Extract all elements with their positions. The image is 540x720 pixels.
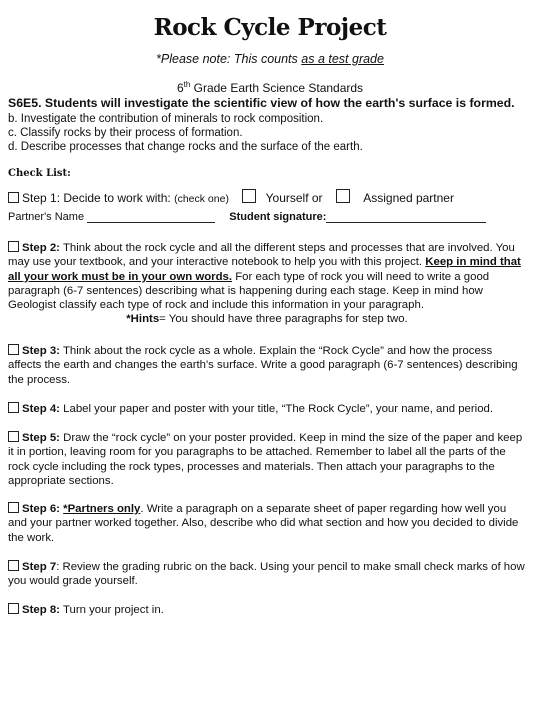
- step-4-text: Label your paper and poster with your title, “The Rock Cycle”, your name, and period.: [59, 403, 494, 415]
- step-3-paragraph: [8, 344, 526, 387]
- step-5-label: Step 5:: [22, 432, 60, 444]
- step-6-label: Step 6:: [22, 503, 64, 515]
- step-5-paragraph: [8, 431, 526, 488]
- page-title: Rock Cycle Project: [153, 14, 387, 41]
- step-1-note: (check one): [174, 193, 229, 205]
- step-8-text: Turn your project in.: [59, 604, 164, 616]
- step-1-text: Decide to work with:: [60, 191, 175, 205]
- hints-label: *Hints: [126, 313, 160, 326]
- step-6-emphasis: *Partners only: [63, 503, 141, 515]
- checklist-heading: Check List:: [8, 168, 71, 179]
- partner-name-label: Partner's Name: [8, 211, 85, 223]
- step-7-label: Step 7: [22, 561, 57, 573]
- grade-note: [0, 52, 540, 66]
- step-2-paragraph: [8, 241, 526, 327]
- assigned-partner-label: Assigned partner: [363, 191, 454, 205]
- step-2-emphasis: Keep in mind that all your work must be in your own words.: [8, 256, 521, 283]
- checkbox-bullet-icon: [8, 241, 19, 252]
- step-8-label: Step 8:: [22, 604, 60, 616]
- student-signature-line[interactable]: [326, 212, 486, 223]
- note-underlined: as a test grade: [301, 52, 384, 66]
- note-prefix: *Please note: This counts: [156, 52, 302, 66]
- grade-superscript: th: [183, 80, 191, 89]
- step-7-text: : Review the grading rubric on the back. Using your pencil to make small check marks of how you would grade yourself.: [8, 561, 525, 588]
- grade-number: 6: [176, 81, 184, 95]
- checkbox-bullet-icon: [8, 560, 19, 571]
- hints-text: = You should have three paragraphs for step two.: [159, 313, 408, 326]
- checkbox-bullet-icon: [8, 402, 19, 413]
- standards-heading: [0, 80, 540, 95]
- step-2-text-2: For each type of rock you will need to write a good paragraph (6-7 sentences) describing what is happening during each stage. Keep in mind how Geologist classify each type of rock and include this information in your paragraph.: [8, 270, 490, 312]
- grade-heading-rest: Grade Earth Science Standards: [190, 81, 364, 95]
- yourself-option-label: Yourself or: [265, 191, 323, 205]
- step-3-label: Step 3:: [22, 345, 60, 357]
- step-1-label: Step 1:: [22, 191, 61, 205]
- step-2-label: Step 2:: [22, 242, 60, 254]
- partner-signature-row: [8, 211, 486, 223]
- step-3-text: Think about the rock cycle as a whole. Explain the “Rock Cycle” and how the process affects the earth and changes the earth's surface. Write a good paragraph (6-7 sentences) describing the process.: [8, 345, 518, 386]
- student-signature-label: Student signature:: [229, 211, 327, 223]
- checkbox-bullet-icon: [8, 603, 19, 614]
- standard-c: c. Classify rocks by their process of formation.: [8, 127, 243, 139]
- step-7-paragraph: [8, 560, 526, 589]
- checkbox-bullet-icon: [8, 344, 19, 355]
- standard-d: d. Describe processes that change rocks and the surface of the earth.: [8, 141, 363, 153]
- checkbox-bullet-icon: [8, 192, 19, 203]
- step-5-text: Draw the “rock cycle” on your poster provided. Keep in mind the size of the paper and keep it in portion, leaving room for you paragraphs to be attached. Remember to label all the parts of the rock cycle including the rock types, processes and materials. Then attach your paragraphs to the appropriate sections.: [8, 432, 523, 487]
- step-2-text-1: Think about the rock cycle and all the different steps and processes that are involved. You may use your textbook, and your interactive notebook to help you with this project.: [8, 242, 515, 269]
- step-1-row: [8, 189, 454, 205]
- step-2-hints: [8, 312, 526, 326]
- yourself-checkbox[interactable]: [242, 189, 256, 203]
- step-6-text: . Write a paragraph on a separate sheet of paper regarding how well you and your partner worked together. Also, describe who did what section and how you decided to divide the work.: [8, 503, 519, 544]
- step-4-label: Step 4:: [22, 403, 60, 415]
- step-6-paragraph: [8, 502, 526, 545]
- assigned-partner-checkbox[interactable]: [336, 189, 350, 203]
- step-4-paragraph: [8, 402, 526, 416]
- checkbox-bullet-icon: [8, 431, 19, 442]
- checkbox-bullet-icon: [8, 502, 19, 513]
- standard-s6e5: S6E5. Students will investigate the scientific view of how the earth's surface is formed.: [8, 96, 515, 110]
- partner-name-line[interactable]: [87, 212, 215, 223]
- standard-b: b. Investigate the contribution of minerals to rock composition.: [8, 113, 324, 125]
- step-8-paragraph: [8, 603, 526, 617]
